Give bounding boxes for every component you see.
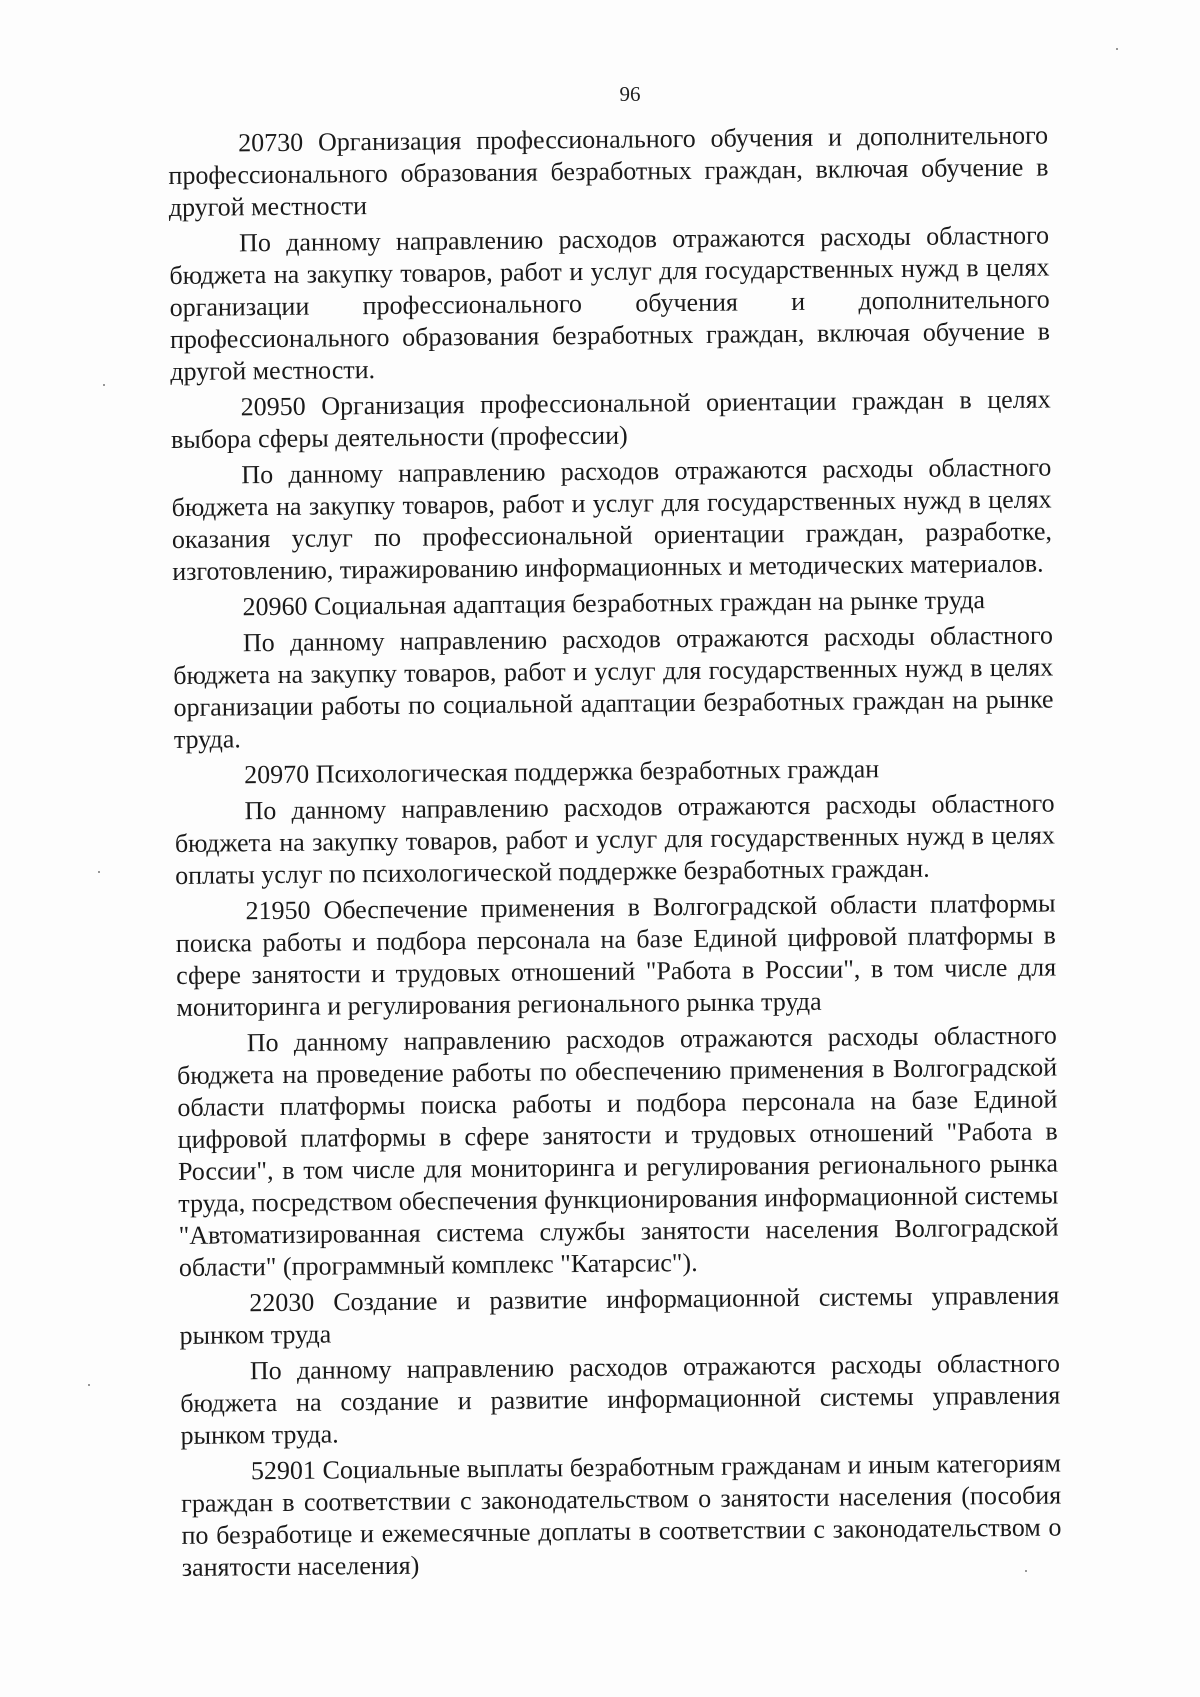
scan-speck xyxy=(1025,1570,1027,1572)
expense-code-heading: 20730 Организация профессионального обучения и дополнительного профессионального образования безработных граждан, включая обучение в другой местности xyxy=(168,120,1049,222)
expense-description: По данному направлению расходов отражаются расходы областного бюджета на проведение работы по обеспечению применения в Волгоградской области платформы поиска работы и подбора персонала на базе Единой цифровой платформы в сфере занятости и трудовых отношений "Работа в России", в том числе для мониторинга и регулирования регионального рынка труда, посредством обеспечения функционирования информационной системы "Автоматизированная система службы занятости населения Волгоградской области" (программный комплекс "Катарсис"). xyxy=(176,1020,1059,1282)
scan-speck xyxy=(1116,48,1118,50)
expense-code-heading: 22030 Создание и развитие информационной системы управления рынком труда xyxy=(179,1280,1060,1350)
expense-description: По данному направлению расходов отражаются расходы областного бюджета на закупку товаров, работ и услуг для государственных нужд в целях оказания услуг по профессиональной ориентации граждан, разработке, изготовлению, тиражированию информационных и методических материалов. xyxy=(171,452,1053,586)
scan-speck xyxy=(98,871,100,873)
expense-description: По данному направлению расходов отражаются расходы областного бюджета на закупку товаров, работ и услуг для государственных нужд в целях организации работы по социальной адаптации безработных граждан на рынке труда. xyxy=(173,620,1054,754)
expense-code-heading: 20950 Организация профессиональной ориентации граждан в целях выбора сферы деятельности (профессии) xyxy=(170,384,1051,454)
page-number: 96 xyxy=(619,82,641,106)
scan-speck xyxy=(103,384,105,386)
scan-speck xyxy=(88,1384,90,1386)
document-body xyxy=(168,120,1062,1588)
expense-code-heading: 20970 Психологическая поддержка безработных граждан xyxy=(244,754,880,790)
expense-description: По данному направлению расходов отражаются расходы областного бюджета на закупку товаров, работ и услуг для государственных нужд в целях организации профессионального обучения и дополнительного профессионального образования безработных граждан, включая обучение в другой местности. xyxy=(169,220,1051,386)
expense-description: По данному направлению расходов отражаются расходы областного бюджета на создание и развитие информационной системы управления рынком труда. xyxy=(180,1348,1061,1450)
expense-code-heading: 21950 Обеспечение применения в Волгоградской области платформы поиска работы и подбора персонала на базе Единой цифровой платформы в сфере занятости и трудовых отношений "Работа в России", в том числе для мониторинга и регулирования регионального рынка труда xyxy=(175,888,1057,1022)
expense-description: По данному направлению расходов отражаются расходы областного бюджета на закупку товаров, работ и услуг для государственных нужд в целях оплаты услуг по психологической поддержке безработных граждан. xyxy=(174,788,1055,890)
expense-code-heading: 20960 Социальная адаптация безработных граждан на рынке труда xyxy=(242,585,986,622)
expense-code-heading: 52901 Социальные выплаты безработным гражданам и иным категориям граждан в соответствии с законодательством о занятости населения (пособия по безработице и ежемесячные доплаты в соответствии с законодательством о занятости населения) xyxy=(181,1448,1062,1582)
